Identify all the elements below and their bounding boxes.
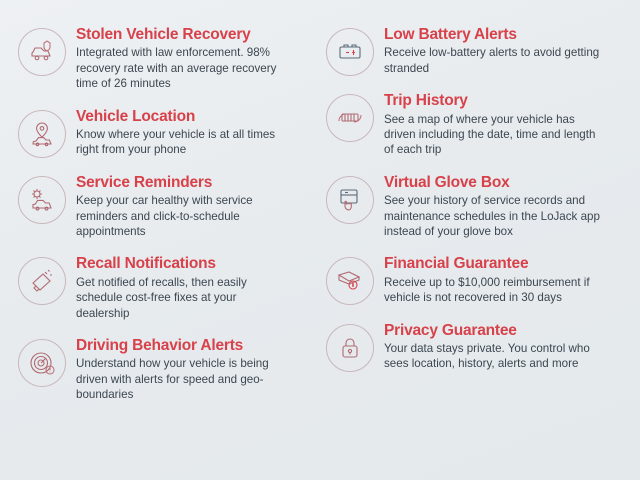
feature-item (18, 337, 312, 403)
financial-guarantee-money-hand-icon (326, 257, 374, 305)
feature-item (18, 255, 312, 321)
privacy-guarantee-lock-icon (326, 324, 374, 372)
feature-title: Financial Guarantee (384, 255, 529, 273)
feature-description: Understand how your vehicle is being driven with alerts for speed and geo-boundaries (76, 357, 269, 402)
feature-description: Receive up to $10,000 reimbursement if vehicle is not recovered in 30 days (384, 275, 590, 305)
feature-title: Recall Notifications (76, 255, 216, 273)
feature-item (18, 26, 312, 92)
feature-text (384, 92, 606, 158)
low-battery-alerts-battery-icon (326, 28, 374, 76)
feature-description: Receive low-battery alerts to avoid getting stranded (384, 46, 600, 75)
virtual-glove-box-icon (326, 176, 374, 224)
trip-history-odometer-icon (326, 94, 374, 142)
feature-title: Virtual Glove Box (384, 173, 510, 191)
feature-item (326, 322, 620, 372)
feature-description: Get notified of recalls, then easily schedule cost-free fixes at your dealership (76, 275, 247, 320)
feature-description: Integrated with law enforcement. 98% recovery rate with an average recovery time of 26 minutes (76, 46, 277, 91)
feature-title: Stolen Vehicle Recovery (76, 26, 251, 43)
service-reminders-gear-car-icon (18, 176, 66, 224)
feature-description: Keep your car healthy with service reminders and click-to-schedule appointments (76, 194, 253, 238)
feature-description: Your data stays private. You control who sees location, history, alerts and more (384, 341, 590, 371)
feature-description: See your history of service records and maintenance schedules in the LoJack app instead of your glove box (384, 194, 600, 238)
feature-column-left (18, 26, 312, 418)
stolen-vehicle-recovery-icon (18, 28, 66, 76)
feature-column-right (326, 26, 620, 418)
recall-notifications-megaphone-icon (18, 257, 66, 305)
feature-item (326, 92, 620, 158)
feature-text (384, 322, 606, 372)
feature-text (76, 174, 291, 240)
feature-text (384, 26, 606, 76)
feature-title: Vehicle Location (76, 107, 196, 125)
feature-text (76, 108, 291, 158)
feature-title: Privacy Guarantee (384, 321, 517, 339)
feature-title: Service Reminders (76, 173, 213, 191)
feature-item (326, 174, 620, 240)
feature-text (384, 255, 606, 305)
feature-title: Driving Behavior Alerts (76, 336, 244, 354)
vehicle-location-pin-icon (18, 110, 66, 158)
feature-item (18, 108, 312, 158)
feature-description: See a map of where your vehicle has driven including the date, time and length of each trip (384, 112, 596, 157)
feature-description: Know where your vehicle is at all times right from your phone (76, 127, 276, 157)
driving-behavior-alerts-speedometer-icon (18, 339, 66, 387)
feature-title: Trip History (384, 92, 468, 110)
feature-text (76, 255, 291, 321)
feature-item (326, 255, 620, 305)
feature-title: Low Battery Alerts (384, 26, 517, 43)
feature-text (76, 337, 291, 403)
feature-item (326, 26, 620, 76)
feature-grid (18, 26, 620, 418)
feature-item (18, 174, 312, 240)
feature-text (384, 174, 606, 240)
feature-text (76, 26, 291, 92)
